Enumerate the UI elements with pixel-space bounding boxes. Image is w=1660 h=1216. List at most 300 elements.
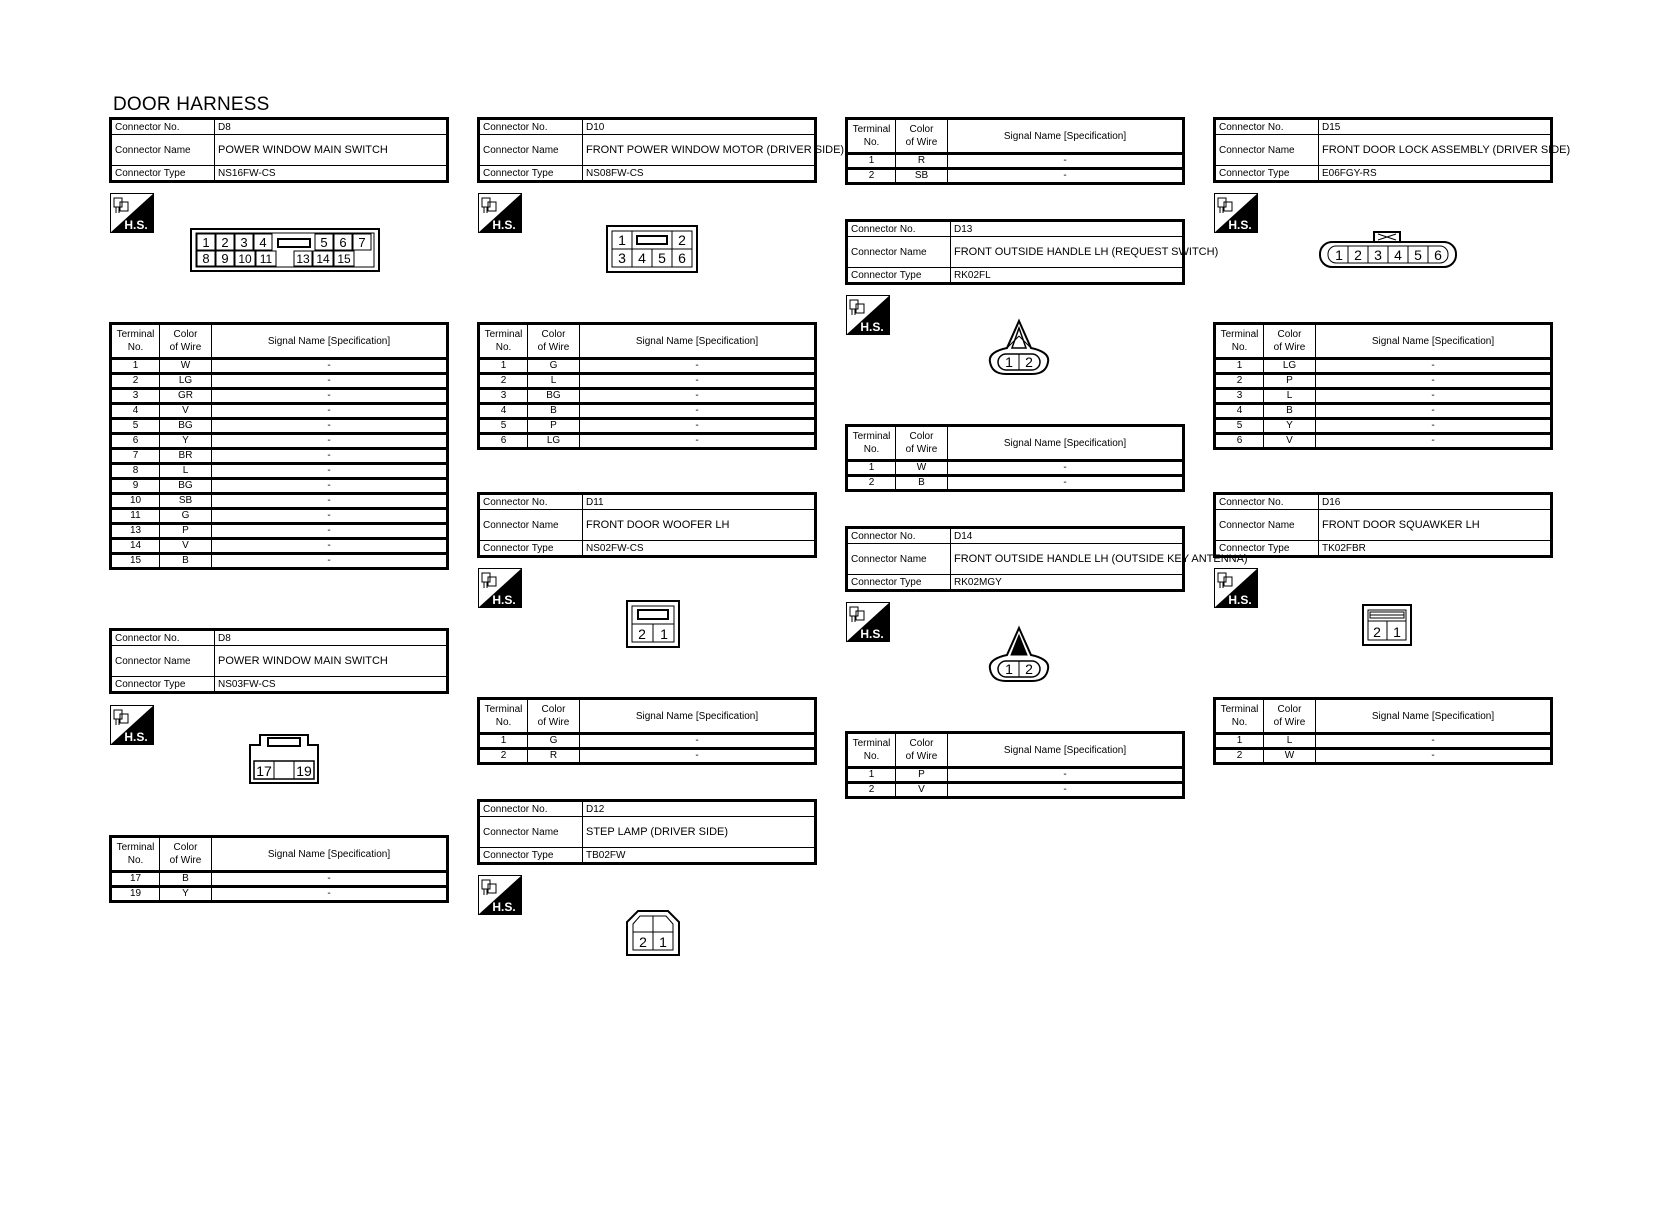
connector-info-d12 bbox=[477, 799, 817, 865]
header-terminal-line1: Terminal bbox=[116, 329, 155, 340]
wire-color: BR bbox=[160, 449, 212, 464]
connector-diagram-d10 bbox=[606, 225, 698, 273]
connector-no: D14 bbox=[951, 528, 1184, 544]
table-row bbox=[111, 524, 448, 539]
wire-color: Y bbox=[1264, 419, 1316, 434]
connector-name: FRONT OUTSIDE HANDLE LH (OUTSIDE KEY ANTENNA) bbox=[951, 544, 1184, 575]
label-connector-type: Connector Type bbox=[847, 575, 951, 591]
signal-name: - bbox=[212, 509, 448, 524]
connector-diagram-d11 bbox=[626, 600, 680, 648]
label-connector-no: Connector No. bbox=[479, 494, 583, 510]
signal-name: - bbox=[212, 887, 448, 902]
pin-label: 5 bbox=[1414, 247, 1422, 263]
connector-type: NS16FW-CS bbox=[215, 166, 448, 182]
header-terminal-line2: No. bbox=[1231, 717, 1248, 728]
table-row bbox=[1215, 374, 1552, 389]
connector-type: E06FGY-RS bbox=[1319, 166, 1552, 182]
signal-name: - bbox=[212, 524, 448, 539]
header-color-line1: Color bbox=[909, 124, 934, 135]
header-terminal-line1: Terminal bbox=[484, 329, 523, 340]
pin-label: 5 bbox=[320, 235, 328, 250]
table-row bbox=[111, 539, 448, 554]
table-row bbox=[479, 749, 816, 764]
connector-type: RK02MGY bbox=[951, 575, 1184, 591]
terminal-no: 17 bbox=[111, 872, 160, 887]
connector-no: D16 bbox=[1319, 494, 1552, 510]
hs-icon bbox=[846, 602, 890, 642]
terminal-no: 1 bbox=[479, 359, 528, 374]
table-row bbox=[479, 434, 816, 449]
terminal-table-d14 bbox=[845, 731, 1185, 799]
header-color-line2: of Wire bbox=[905, 444, 938, 455]
wire-color: B bbox=[896, 476, 948, 491]
terminal-no: 3 bbox=[111, 389, 160, 404]
terminal-no: 5 bbox=[1215, 419, 1264, 434]
header-terminal-line1: Terminal bbox=[852, 431, 891, 442]
table-row bbox=[111, 464, 448, 479]
table-row bbox=[111, 872, 448, 887]
signal-name: - bbox=[948, 476, 1184, 491]
signal-name: - bbox=[580, 434, 816, 449]
terminal-no: 4 bbox=[479, 404, 528, 419]
wire-color: L bbox=[1264, 734, 1316, 749]
header-color-line1: Color bbox=[1277, 329, 1302, 340]
connector-name: POWER WINDOW MAIN SWITCH bbox=[215, 135, 448, 166]
hs-label: H.S. bbox=[860, 627, 884, 641]
wire-color: V bbox=[1264, 434, 1316, 449]
header-color-line2: of Wire bbox=[537, 717, 570, 728]
wire-color: BG bbox=[160, 419, 212, 434]
pin-label: 1 bbox=[1005, 354, 1013, 370]
table-row bbox=[111, 374, 448, 389]
wire-color: R bbox=[528, 749, 580, 764]
connector-diagram-d14 bbox=[986, 627, 1052, 683]
connector-no: D13 bbox=[951, 221, 1184, 237]
wire-color: R bbox=[896, 154, 948, 169]
terminal-no: 2 bbox=[847, 783, 896, 798]
header-terminal-line1: Terminal bbox=[852, 124, 891, 135]
table-row bbox=[1215, 749, 1552, 764]
signal-name: - bbox=[212, 374, 448, 389]
terminal-no: 1 bbox=[111, 359, 160, 374]
wire-color: V bbox=[160, 404, 212, 419]
signal-name: - bbox=[580, 374, 816, 389]
signal-name: - bbox=[1316, 749, 1552, 764]
hs-label: H.S. bbox=[860, 320, 884, 334]
terminal-table-d8b bbox=[109, 835, 449, 903]
label-connector-type: Connector Type bbox=[479, 541, 583, 557]
header-color-line1: Color bbox=[173, 842, 198, 853]
header-signal-name: Signal Name [Specification] bbox=[948, 733, 1184, 768]
terminal-no: 6 bbox=[111, 434, 160, 449]
label-connector-no: Connector No. bbox=[111, 630, 215, 646]
wire-color: LG bbox=[1264, 359, 1316, 374]
pin-label: 14 bbox=[316, 252, 330, 266]
signal-name: - bbox=[212, 494, 448, 509]
terminal-no: 19 bbox=[111, 887, 160, 902]
pin-label: 15 bbox=[337, 252, 351, 266]
page-title: DOOR HARNESS bbox=[113, 94, 270, 115]
hs-label: H.S. bbox=[492, 593, 516, 607]
wire-color: G bbox=[528, 734, 580, 749]
header-color-line2: of Wire bbox=[169, 342, 202, 353]
terminal-no: 2 bbox=[479, 749, 528, 764]
table-row bbox=[1215, 419, 1552, 434]
pin-label: 10 bbox=[238, 252, 252, 266]
label-connector-no: Connector No. bbox=[847, 221, 951, 237]
signal-name: - bbox=[212, 539, 448, 554]
wire-color: Y bbox=[160, 434, 212, 449]
terminal-no: 9 bbox=[111, 479, 160, 494]
wire-color: L bbox=[160, 464, 212, 479]
header-terminal-line1: Terminal bbox=[1220, 704, 1259, 715]
table-row bbox=[1215, 734, 1552, 749]
signal-name: - bbox=[580, 749, 816, 764]
pin-label: 4 bbox=[638, 250, 646, 266]
table-row bbox=[479, 404, 816, 419]
table-row bbox=[479, 734, 816, 749]
label-connector-name: Connector Name bbox=[479, 510, 583, 541]
terminal-no: 7 bbox=[111, 449, 160, 464]
terminal-no: 1 bbox=[847, 768, 896, 783]
pin-label: 1 bbox=[659, 934, 667, 950]
table-row bbox=[111, 434, 448, 449]
signal-name: - bbox=[1316, 404, 1552, 419]
wire-color: B bbox=[160, 554, 212, 569]
terminal-no: 1 bbox=[1215, 734, 1264, 749]
terminal-no: 2 bbox=[479, 374, 528, 389]
label-connector-no: Connector No. bbox=[111, 119, 215, 135]
wire-color: SB bbox=[896, 169, 948, 184]
terminal-no: 5 bbox=[111, 419, 160, 434]
header-color-of-wire bbox=[528, 699, 580, 734]
signal-name: - bbox=[580, 419, 816, 434]
table-row bbox=[479, 419, 816, 434]
wire-color: LG bbox=[528, 434, 580, 449]
label-connector-name: Connector Name bbox=[1215, 510, 1319, 541]
header-terminal-line2: No. bbox=[495, 342, 512, 353]
signal-name: - bbox=[212, 404, 448, 419]
terminal-no: 14 bbox=[111, 539, 160, 554]
pin-label: 2 bbox=[1025, 661, 1033, 677]
header-terminal-line2: No. bbox=[1231, 342, 1248, 353]
label-connector-name: Connector Name bbox=[111, 646, 215, 677]
header-terminal-line1: Terminal bbox=[1220, 329, 1259, 340]
pin-label: 13 bbox=[296, 252, 310, 266]
wire-color: Y bbox=[160, 887, 212, 902]
terminal-no: 4 bbox=[111, 404, 160, 419]
terminal-table-d15 bbox=[1213, 322, 1553, 450]
label-connector-type: Connector Type bbox=[847, 268, 951, 284]
signal-name: - bbox=[1316, 419, 1552, 434]
header-signal-name: Signal Name [Specification] bbox=[1316, 324, 1552, 359]
hs-icon bbox=[478, 193, 522, 233]
terminal-table-d10 bbox=[477, 322, 817, 450]
header-color-line2: of Wire bbox=[905, 751, 938, 762]
table-row bbox=[847, 768, 1184, 783]
header-color-of-wire bbox=[160, 837, 212, 872]
header-terminal-no bbox=[847, 733, 896, 768]
header-terminal-no bbox=[1215, 324, 1264, 359]
pin-label: 6 bbox=[678, 250, 686, 266]
connector-diagram-d8-3pin bbox=[248, 731, 320, 785]
header-terminal-line2: No. bbox=[863, 137, 880, 148]
pin-label: 2 bbox=[221, 235, 229, 250]
terminal-no: 10 bbox=[111, 494, 160, 509]
table-row bbox=[111, 389, 448, 404]
header-terminal-line2: No. bbox=[863, 751, 880, 762]
header-terminal-line1: Terminal bbox=[116, 842, 155, 853]
signal-name: - bbox=[212, 434, 448, 449]
label-connector-no: Connector No. bbox=[1215, 494, 1319, 510]
table-row bbox=[111, 509, 448, 524]
connector-info-d8 bbox=[109, 628, 449, 694]
terminal-table-d11 bbox=[477, 697, 817, 765]
header-terminal-line2: No. bbox=[127, 342, 144, 353]
wire-color: P bbox=[1264, 374, 1316, 389]
wire-color: W bbox=[1264, 749, 1316, 764]
pin-label: 3 bbox=[1374, 247, 1382, 263]
connector-type: NS03FW-CS bbox=[215, 677, 448, 693]
connector-no: D15 bbox=[1319, 119, 1552, 135]
pin-label: 1 bbox=[202, 235, 210, 250]
pin-label: 19 bbox=[296, 763, 312, 779]
header-terminal-line2: No. bbox=[863, 444, 880, 455]
header-signal-name: Signal Name [Specification] bbox=[580, 699, 816, 734]
header-terminal-no bbox=[847, 119, 896, 154]
hs-icon bbox=[1214, 568, 1258, 608]
signal-name: - bbox=[1316, 359, 1552, 374]
label-connector-name: Connector Name bbox=[1215, 135, 1319, 166]
header-terminal-no bbox=[479, 324, 528, 359]
pin-label: 6 bbox=[1434, 247, 1442, 263]
connector-name: FRONT DOOR LOCK ASSEMBLY (DRIVER SIDE) bbox=[1319, 135, 1552, 166]
wire-color: W bbox=[896, 461, 948, 476]
wire-color: B bbox=[160, 872, 212, 887]
header-terminal-line2: No. bbox=[495, 717, 512, 728]
connector-name: FRONT POWER WINDOW MOTOR (DRIVER SIDE) bbox=[583, 135, 816, 166]
connector-no: D12 bbox=[583, 801, 816, 817]
signal-name: - bbox=[212, 449, 448, 464]
terminal-no: 6 bbox=[1215, 434, 1264, 449]
pin-label: 4 bbox=[259, 235, 267, 250]
connector-info-d13 bbox=[845, 219, 1219, 285]
wire-color: BG bbox=[528, 389, 580, 404]
table-row bbox=[111, 494, 448, 509]
connector-info-d10 bbox=[477, 117, 845, 183]
signal-name: - bbox=[212, 554, 448, 569]
wire-color: LG bbox=[160, 374, 212, 389]
hs-icon bbox=[110, 193, 154, 233]
wire-color: P bbox=[528, 419, 580, 434]
signal-name: - bbox=[212, 359, 448, 374]
label-connector-name: Connector Name bbox=[479, 817, 583, 848]
table-row bbox=[847, 476, 1184, 491]
header-color-line1: Color bbox=[909, 738, 934, 749]
header-color-of-wire bbox=[528, 324, 580, 359]
connector-name: FRONT DOOR WOOFER LH bbox=[583, 510, 816, 541]
table-row bbox=[1215, 359, 1552, 374]
terminal-no: 5 bbox=[479, 419, 528, 434]
pin-label: 2 bbox=[638, 626, 646, 642]
hs-icon bbox=[1214, 193, 1258, 233]
connector-diagram-d16 bbox=[1362, 604, 1412, 646]
signal-name: - bbox=[212, 464, 448, 479]
hs-label: H.S. bbox=[1228, 593, 1252, 607]
terminal-table-d16 bbox=[1213, 697, 1553, 765]
label-connector-type: Connector Type bbox=[1215, 166, 1319, 182]
connector-diagram-d15 bbox=[1318, 231, 1458, 269]
wire-color: P bbox=[896, 768, 948, 783]
table-row bbox=[479, 389, 816, 404]
hs-icon bbox=[846, 295, 890, 335]
terminal-no: 1 bbox=[847, 154, 896, 169]
wire-color: G bbox=[160, 509, 212, 524]
signal-name: - bbox=[580, 389, 816, 404]
table-row bbox=[111, 404, 448, 419]
pin-label: 7 bbox=[358, 235, 366, 250]
connector-no: D8 bbox=[215, 119, 448, 135]
label-connector-name: Connector Name bbox=[479, 135, 583, 166]
header-color-line2: of Wire bbox=[169, 855, 202, 866]
header-color-line1: Color bbox=[173, 329, 198, 340]
signal-name: - bbox=[212, 872, 448, 887]
signal-name: - bbox=[948, 169, 1184, 184]
header-signal-name: Signal Name [Specification] bbox=[212, 837, 448, 872]
header-color-line2: of Wire bbox=[1273, 342, 1306, 353]
hs-label: H.S. bbox=[492, 900, 516, 914]
table-row bbox=[111, 359, 448, 374]
pin-label: 2 bbox=[1373, 624, 1381, 640]
header-color-line1: Color bbox=[909, 431, 934, 442]
pin-label: 3 bbox=[240, 235, 248, 250]
header-terminal-line1: Terminal bbox=[484, 704, 523, 715]
pin-label: 1 bbox=[1393, 624, 1401, 640]
connector-type: RK02FL bbox=[951, 268, 1184, 284]
terminal-no: 15 bbox=[111, 554, 160, 569]
signal-name: - bbox=[1316, 734, 1552, 749]
pin-label: 3 bbox=[618, 250, 626, 266]
hs-icon bbox=[478, 875, 522, 915]
label-connector-name: Connector Name bbox=[847, 544, 951, 575]
pin-label: 2 bbox=[678, 232, 686, 248]
header-color-of-wire bbox=[896, 733, 948, 768]
signal-name: - bbox=[212, 479, 448, 494]
wire-color: L bbox=[1264, 389, 1316, 404]
table-row bbox=[1215, 434, 1552, 449]
header-terminal-line1: Terminal bbox=[852, 738, 891, 749]
header-color-line2: of Wire bbox=[537, 342, 570, 353]
terminal-table-d8a bbox=[109, 322, 449, 570]
header-signal-name: Signal Name [Specification] bbox=[212, 324, 448, 359]
label-connector-name: Connector Name bbox=[847, 237, 951, 268]
header-terminal-no bbox=[847, 426, 896, 461]
signal-name: - bbox=[1316, 389, 1552, 404]
connector-info-d15 bbox=[1213, 117, 1571, 183]
connector-diagram-d12 bbox=[626, 910, 680, 956]
pin-label: 2 bbox=[639, 934, 647, 950]
table-row bbox=[111, 887, 448, 902]
label-connector-no: Connector No. bbox=[847, 528, 951, 544]
pin-label: 2 bbox=[1354, 247, 1362, 263]
pin-label: 17 bbox=[256, 763, 272, 779]
label-connector-type: Connector Type bbox=[479, 166, 583, 182]
signal-name: - bbox=[580, 734, 816, 749]
header-color-of-wire bbox=[1264, 324, 1316, 359]
signal-name: - bbox=[580, 359, 816, 374]
hs-label: H.S. bbox=[124, 730, 148, 744]
hs-icon bbox=[478, 568, 522, 608]
pin-label: 4 bbox=[1394, 247, 1402, 263]
hs-icon bbox=[110, 705, 154, 745]
terminal-no: 1 bbox=[1215, 359, 1264, 374]
label-connector-no: Connector No. bbox=[479, 119, 583, 135]
table-row bbox=[847, 461, 1184, 476]
connector-name: FRONT OUTSIDE HANDLE LH (REQUEST SWITCH) bbox=[951, 237, 1184, 268]
header-color-line1: Color bbox=[541, 329, 566, 340]
pin-label: 11 bbox=[259, 252, 273, 266]
wire-color: G bbox=[528, 359, 580, 374]
label-connector-no: Connector No. bbox=[1215, 119, 1319, 135]
wire-color: V bbox=[896, 783, 948, 798]
header-color-line1: Color bbox=[1277, 704, 1302, 715]
signal-name: - bbox=[212, 419, 448, 434]
header-terminal-line2: No. bbox=[127, 855, 144, 866]
connector-type: NS08FW-CS bbox=[583, 166, 816, 182]
table-row bbox=[111, 449, 448, 464]
pin-label: 8 bbox=[202, 251, 210, 266]
terminal-no: 13 bbox=[111, 524, 160, 539]
connector-no: D10 bbox=[583, 119, 816, 135]
terminal-no: 3 bbox=[479, 389, 528, 404]
header-color-line2: of Wire bbox=[1273, 717, 1306, 728]
terminal-no: 2 bbox=[847, 476, 896, 491]
header-terminal-no bbox=[111, 837, 160, 872]
header-color-line1: Color bbox=[541, 704, 566, 715]
pin-label: 1 bbox=[1005, 661, 1013, 677]
connector-diagram-d8-16pin bbox=[190, 228, 380, 272]
signal-name: - bbox=[948, 154, 1184, 169]
wire-color: W bbox=[160, 359, 212, 374]
label-connector-name: Connector Name bbox=[111, 135, 215, 166]
connector-type: NS02FW-CS bbox=[583, 541, 816, 557]
pin-label: 5 bbox=[658, 250, 666, 266]
terminal-no: 3 bbox=[1215, 389, 1264, 404]
terminal-table-d12 bbox=[845, 117, 1185, 185]
table-row bbox=[847, 783, 1184, 798]
table-row bbox=[847, 169, 1184, 184]
connector-no: D8 bbox=[215, 630, 448, 646]
header-signal-name: Signal Name [Specification] bbox=[580, 324, 816, 359]
header-color-of-wire bbox=[1264, 699, 1316, 734]
terminal-no: 2 bbox=[1215, 749, 1264, 764]
pin-label: 1 bbox=[618, 232, 626, 248]
terminal-no: 11 bbox=[111, 509, 160, 524]
signal-name: - bbox=[580, 404, 816, 419]
wire-color: B bbox=[1264, 404, 1316, 419]
connector-type: TB02FW bbox=[583, 848, 816, 864]
hs-label: H.S. bbox=[1228, 218, 1252, 232]
connector-info-d16 bbox=[1213, 492, 1553, 558]
hs-label: H.S. bbox=[124, 218, 148, 232]
header-terminal-no bbox=[479, 699, 528, 734]
wire-color: B bbox=[528, 404, 580, 419]
wire-color: P bbox=[160, 524, 212, 539]
connector-info-d14 bbox=[845, 526, 1248, 592]
signal-name: - bbox=[948, 783, 1184, 798]
header-signal-name: Signal Name [Specification] bbox=[948, 119, 1184, 154]
terminal-no: 8 bbox=[111, 464, 160, 479]
